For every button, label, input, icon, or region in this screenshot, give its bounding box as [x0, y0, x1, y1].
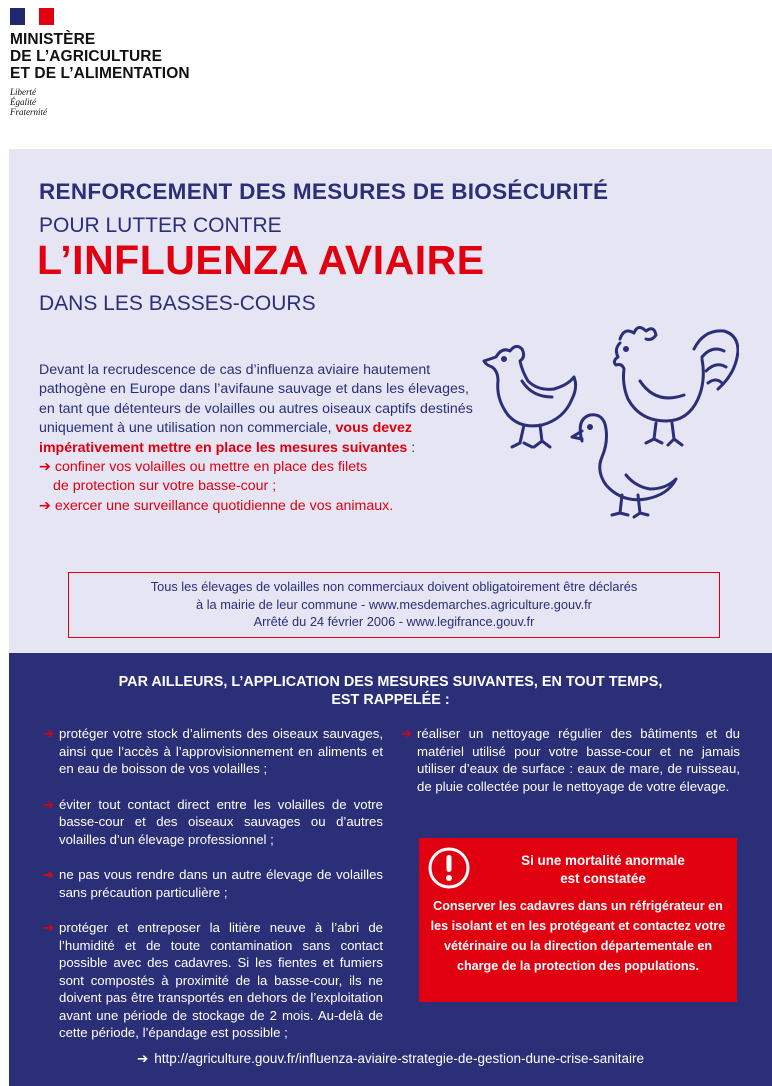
alert-body: Conserver les cadavres dans un réfrigérateur en les isolant et en les protégeant et contactez votre vétérinaire ou la direction départementale en charge de la protection des populations. [430, 899, 726, 973]
notice-line: Tous les élevages de volailles non commerciaux doivent obligatoirement être déclarés [150, 579, 638, 594]
arrow-icon: ➔ [43, 796, 54, 812]
intro-colon: : [407, 439, 416, 456]
list-item-text: protéger et entreposer la litière neuve à l’abri de l’humidité et de toute contamination sans contact possible avec des cadavres. Si les fientes et fumiers sont compostés à proximité de la basse-cour, ils ne doivent pas être transportés en dehors de l’exploitation avant une période de stockage de 2 mois. Au-delà de cette période, l’épandage est possible ; [59, 920, 383, 1040]
reminder-title [9, 673, 772, 709]
reminder-title-line: PAR AILLEURS, L’APPLICATION DES MESURES SUIVANTES, EN TOUT TEMPS, [118, 674, 663, 690]
arrow-icon: ➔ [43, 920, 54, 935]
measure-confine [39, 458, 479, 477]
intro-text: Devant la recrudescence de cas d’influenza aviaire hautement pathogène en Europe dans l’avifaune sauvage et dans les élevages, en tant que détenteurs de volailles ou autres oiseaux captifs destinés uniquement à une utilisation non commerciale, [39, 362, 473, 437]
hen-icon [484, 346, 576, 447]
intro-paragraph [39, 361, 479, 516]
alert-heading [469, 852, 737, 888]
reminder-title-line: EST RAPPELÉE : [331, 692, 450, 708]
ministry-line: ET DE L’ALIMENTATION [10, 65, 190, 82]
footer-url[interactable]: http://agriculture.gouv.fr/influenza-aviaire-strategie-de-gestion-dune-crise-sanitaire [154, 1051, 645, 1066]
measure-confine-text: confiner vos volailles ou mettre en place des filets [54, 459, 368, 476]
motto-line: Fraternité [10, 107, 47, 117]
headline-avian-influenza: L’INFLUENZA AVIAIRE [37, 237, 485, 283]
arrow-icon: ➔ [401, 726, 412, 741]
reminder-left-column [43, 725, 383, 1060]
poultry-illustration-icon [474, 319, 739, 519]
motto-line: Égalité [10, 97, 36, 107]
alert-heading-line: Si une mortalité anormale [521, 853, 685, 868]
list-item [43, 796, 383, 849]
headline-biosecurity: RENFORCEMENT DES MESURES DE BIOSÉCURITÉ [39, 179, 609, 204]
rooster-icon [614, 327, 738, 445]
reminder-section [9, 653, 772, 1086]
goose-icon [572, 415, 676, 517]
ministry-logo [10, 8, 270, 117]
french-flag-icon [10, 8, 54, 25]
top-section [9, 149, 772, 653]
arrow-icon: ➔ [39, 497, 51, 514]
list-item [401, 725, 740, 795]
registration-notice [68, 572, 720, 638]
mortality-alert-box [419, 838, 737, 1002]
list-item-text: protéger votre stock d’aliments des oiseaux sauvages, ainsi que l’accès à l’approvisionnement en aliments et en eau de boisson de vos volailles ; [59, 726, 383, 776]
notice-line: Arrêté du 24 février 2006 - www.legifrance.gouv.fr [253, 614, 535, 629]
list-item-text: réaliser un nettoyage régulier des bâtiments et du matériel utilisé pour votre basse-cour et ne jamais utiliser d’eaux de surface : eaux de mare, de ruisseau, de pluie collectée pour le nettoyage de votre élevage. [417, 726, 740, 794]
headline-backyards: DANS LES BASSES-COURS [39, 292, 316, 315]
list-item [43, 725, 383, 778]
arrow-icon: ➔ [43, 867, 54, 882]
measure-confine-continuation: de protection sur votre basse-cour ; [53, 478, 277, 495]
list-item [43, 866, 383, 901]
footer-link[interactable] [9, 1051, 772, 1067]
republic-motto [10, 87, 270, 117]
list-item [43, 919, 383, 1042]
intro-emphasis: vous devez impérativement mettre en place les mesures suivantes [39, 420, 413, 456]
headline-to-fight: POUR LUTTER CONTRE [39, 214, 282, 237]
arrow-icon: ➔ [39, 459, 51, 476]
list-item-text: éviter tout contact direct entre les volailles de votre basse-cour et des oiseaux sauvages ou d’autres volailles d’un élevage professionnel ; [59, 796, 383, 847]
measure-surveillance-text: exercer une surveillance quotidienne de vos animaux. [54, 497, 394, 514]
alert-heading-line: est constatée [560, 871, 646, 886]
motto-line: Liberté [10, 87, 36, 97]
notice-line: à la mairie de leur commune - www.mesdemarches.agriculture.gouv.fr [196, 596, 592, 612]
measure-surveillance [39, 497, 479, 516]
arrow-right-icon: ➔ [136, 1051, 149, 1066]
exclamation-icon [427, 846, 471, 890]
ministry-line: DE L’AGRICULTURE [10, 48, 163, 65]
ministry-name [10, 31, 270, 82]
reminder-right-column [401, 725, 740, 813]
ministry-line: MINISTÈRE [10, 31, 96, 48]
arrow-icon: ➔ [43, 726, 54, 741]
list-item-text: ne pas vous rendre dans un autre élevage de volailles sans précaution particulière ; [59, 867, 383, 900]
